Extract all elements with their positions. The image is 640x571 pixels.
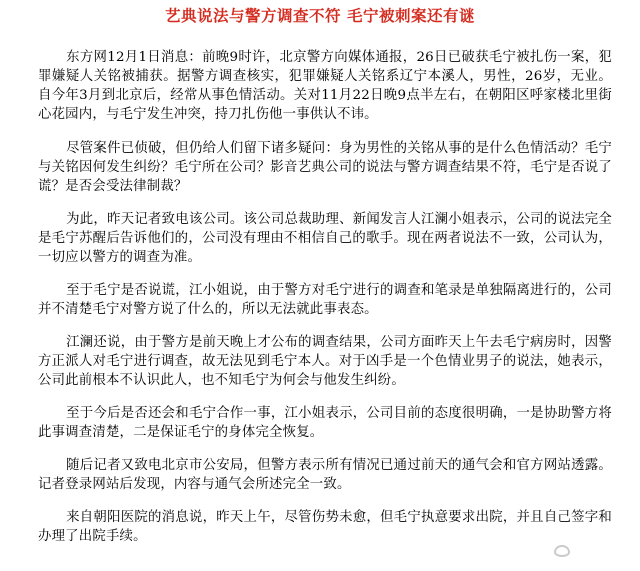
watermark [554,545,570,557]
article-paragraph: 尽管案件已侦破，但仍给人们留下诸多疑问：身为男性的关铭从事的是什么色情活动？毛宁与关铭因何发生纠纷？毛宁所在公司？影音艺典公司的说法与警方调查结果不符，毛宁是否说了谎？是否会受法律制裁？ [38,141,612,194]
article-paragraph: 为此，昨天记者致电该公司。该公司总裁助理、新闻发言人江澜小姐表示，公司的说法完全是毛宁苏醒后告诉他们的，公司没有理由不相信自己的歌手。现在两者说法不一致，公司认为，一切应以警方的调查为准。 [38,212,612,265]
article-paragraph: 江澜还说，由于警方是前天晚上才公布的调查结果，公司方面昨天上午去毛宁病房时，因警方正派人对毛宁进行调查，故无法见到毛宁本人。对于凶手是一个色情业男子的说法，她表示，公司此前根本不认识此人，也不知毛宁为何会与他发生纠纷。 [38,335,612,388]
wechat-icon [554,545,570,557]
article-paragraph: 东方网12月1日消息：前晚9时许，北京警方向媒体通报，26日已破获毛宁被扎伤一案，犯罪嫌疑人关铭被捕获。据警方调查核实，犯罪嫌疑人关铭系辽宁本溪人，男性，26岁，无业。自今年3月到北京后，经常从事色情活动。关对11月22日晚9点半左右，在朝阳区呼家楼北里街心花园内，与毛宁发生冲突，持刀扎伤他一事供认不讳。 [38,50,612,122]
article-paragraph: 至于今后是否还会和毛宁合作一事，江小姐表示，公司目前的态度很明确，一是协助警方将此事调查清楚，二是保证毛宁的身体完全恢复。 [38,406,612,440]
article-paragraph: 随后记者又致电北京市公安局，但警方表示所有情况已通过前天的通气会和官方网站透露。记者登录网站后发现，内容与通气会所述完全一致。 [38,458,612,492]
article-paragraph: 来自朝阳医院的消息说，昨天上午，尽管伤势未愈，但毛宁执意要求出院，并且自己签字和办理了出院手续。 [38,510,612,544]
article-paragraph: 至于毛宁是否说谎，江小姐说，由于警方对毛宁进行的调查和笔录是单独隔离进行的，公司并不清楚毛宁对警方说了什么的，所以无法就此事表态。 [38,283,612,317]
article-title: 艺典说法与警方调查不符 毛宁被刺案还有谜 [165,6,475,25]
